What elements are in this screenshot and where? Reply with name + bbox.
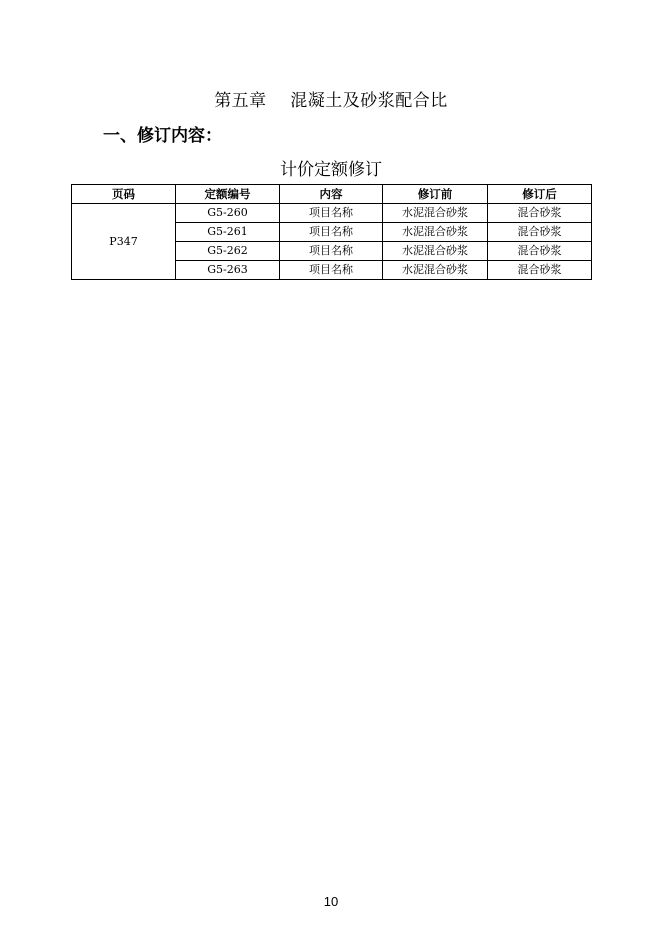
- after-cell: 混合砂浆: [488, 223, 592, 242]
- header-quota-code: 定额编号: [176, 185, 280, 204]
- after-cell: 混合砂浆: [488, 242, 592, 261]
- section-heading: 一、修订内容：: [103, 126, 222, 146]
- table-caption: 计价定额修订: [280, 160, 382, 180]
- quota-code-cell: G5-260: [176, 204, 280, 223]
- header-before: 修订前: [383, 185, 488, 204]
- content-cell: 项目名称: [280, 204, 383, 223]
- header-page: 页码: [72, 185, 176, 204]
- before-cell: 水泥混合砂浆: [383, 204, 488, 223]
- content-cell: 项目名称: [280, 242, 383, 261]
- before-cell: 水泥混合砂浆: [383, 223, 488, 242]
- before-cell: 水泥混合砂浆: [383, 261, 488, 280]
- page-ref-cell: P347: [72, 204, 176, 280]
- content-cell: 项目名称: [280, 261, 383, 280]
- page-number: 10: [323, 894, 339, 909]
- quota-code-cell: G5-263: [176, 261, 280, 280]
- revision-table: [71, 184, 592, 280]
- after-cell: 混合砂浆: [488, 204, 592, 223]
- after-cell: 混合砂浆: [488, 261, 592, 280]
- table-header-row: [72, 185, 592, 204]
- chapter-title: 第五章 混凝土及砂浆配合比: [214, 91, 448, 111]
- quota-code-cell: G5-262: [176, 242, 280, 261]
- before-cell: 水泥混合砂浆: [383, 242, 488, 261]
- table-row: [72, 204, 592, 223]
- header-after: 修订后: [488, 185, 592, 204]
- content-cell: 项目名称: [280, 223, 383, 242]
- header-content: 内容: [280, 185, 383, 204]
- quota-code-cell: G5-261: [176, 223, 280, 242]
